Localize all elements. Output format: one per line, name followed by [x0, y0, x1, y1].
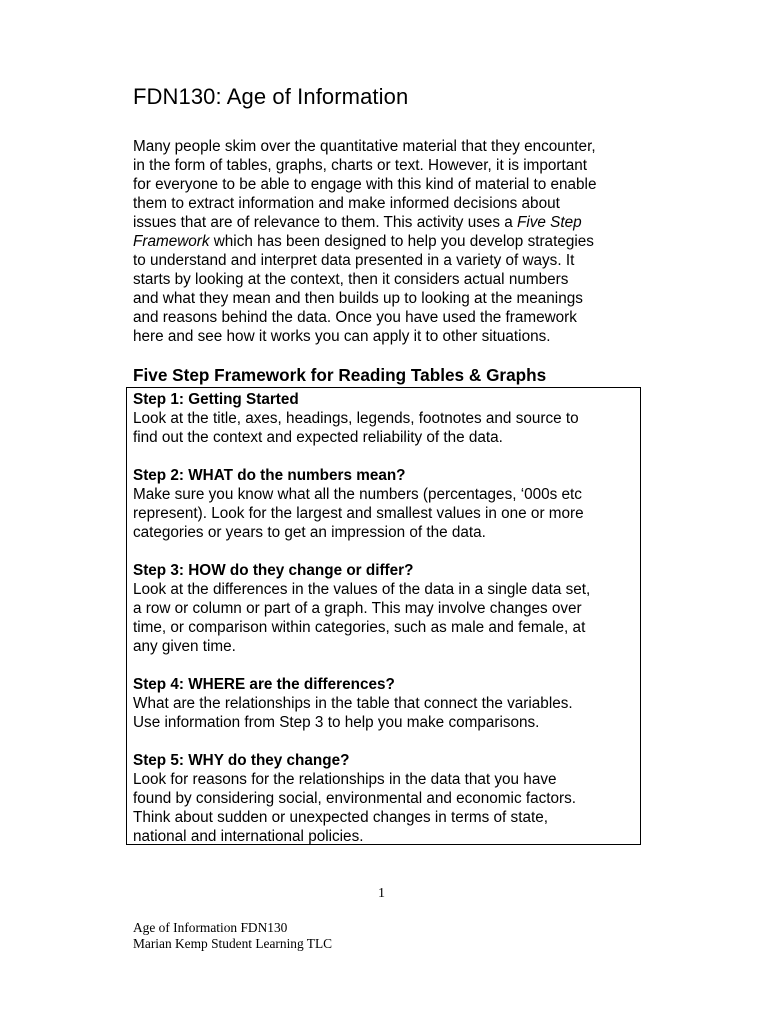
step-text-line: time, or comparison within categories, such as male and female, at — [133, 619, 586, 636]
step-text-line: Think about sudden or unexpected changes in terms of state, — [133, 809, 548, 826]
step-text-line: Look for reasons for the relationships in the data that you have — [133, 771, 557, 788]
intro-line — [133, 232, 633, 251]
intro-line: Many people skim over the quantitative material that they encounter, — [133, 138, 596, 155]
step-text-line: Make sure you know what all the numbers (percentages, ‘000s etc — [133, 486, 582, 503]
intro-text: which has been designed to help you develop strategies — [209, 233, 594, 250]
step-text-line: any given time. — [133, 638, 236, 655]
footer-course-line: Age of Information FDN130 — [133, 920, 288, 935]
step-text-line: Look at the title, axes, headings, legends, footnotes and source to — [133, 410, 579, 427]
step-text-line: found by considering social, environmental and economic factors. — [133, 790, 577, 807]
step-1 — [133, 390, 638, 447]
intro-line: for everyone to be able to engage with this kind of material to enable — [133, 176, 597, 193]
step-title: Step 4: WHERE are the differences? — [133, 676, 395, 693]
intro-paragraph — [133, 137, 633, 346]
page-number: 1 — [378, 886, 385, 901]
step-text-line: categories or years to get an impression of the data. — [133, 524, 486, 541]
intro-emphasis: Five Step — [517, 214, 582, 231]
step-2 — [133, 466, 638, 542]
intro-line: starts by looking at the context, then it considers actual numbers — [133, 271, 569, 288]
step-4 — [133, 675, 638, 732]
step-title: Step 5: WHY do they change? — [133, 752, 350, 769]
page-footer — [133, 920, 332, 952]
step-text-line: What are the relationships in the table that connect the variables. — [133, 695, 573, 712]
intro-line: and reasons behind the data. Once you have used the framework — [133, 309, 577, 326]
intro-text: issues that are of relevance to them. This activity uses a — [133, 214, 518, 231]
intro-line: in the form of tables, graphs, charts or text. However, it is important — [133, 157, 587, 174]
page-title: FDN130: Age of Information — [133, 84, 409, 109]
step-text-line: represent). Look for the largest and smallest values in one or more — [133, 505, 584, 522]
step-text-line: national and international policies. — [133, 828, 364, 845]
intro-emphasis: Framework — [133, 233, 210, 250]
intro-line: here and see how it works you can apply it to other situations. — [133, 328, 551, 345]
intro-line — [133, 213, 633, 232]
footer-author-line: Marian Kemp Student Learning TLC — [133, 936, 333, 951]
step-text-line: Look at the differences in the values of the data in a single data set, — [133, 581, 591, 598]
intro-line: to understand and interpret data presented in a variety of ways. It — [133, 252, 575, 269]
intro-line: and what they mean and then builds up to looking at the meanings — [133, 290, 583, 307]
step-5 — [133, 751, 638, 846]
step-title: Step 2: WHAT do the numbers mean? — [133, 467, 406, 484]
step-text-line: a row or column or part of a graph. This may involve changes over — [133, 600, 582, 617]
step-3 — [133, 561, 638, 656]
step-text-line: find out the context and expected reliability of the data. — [133, 429, 503, 446]
step-title: Step 1: Getting Started — [133, 391, 299, 408]
step-text-line: Use information from Step 3 to help you make comparisons. — [133, 714, 540, 731]
framework-heading: Five Step Framework for Reading Tables & Graphs — [133, 365, 547, 385]
step-title: Step 3: HOW do they change or differ? — [133, 562, 414, 579]
framework-steps-box — [126, 387, 641, 845]
intro-line: them to extract information and make informed decisions about — [133, 195, 560, 212]
